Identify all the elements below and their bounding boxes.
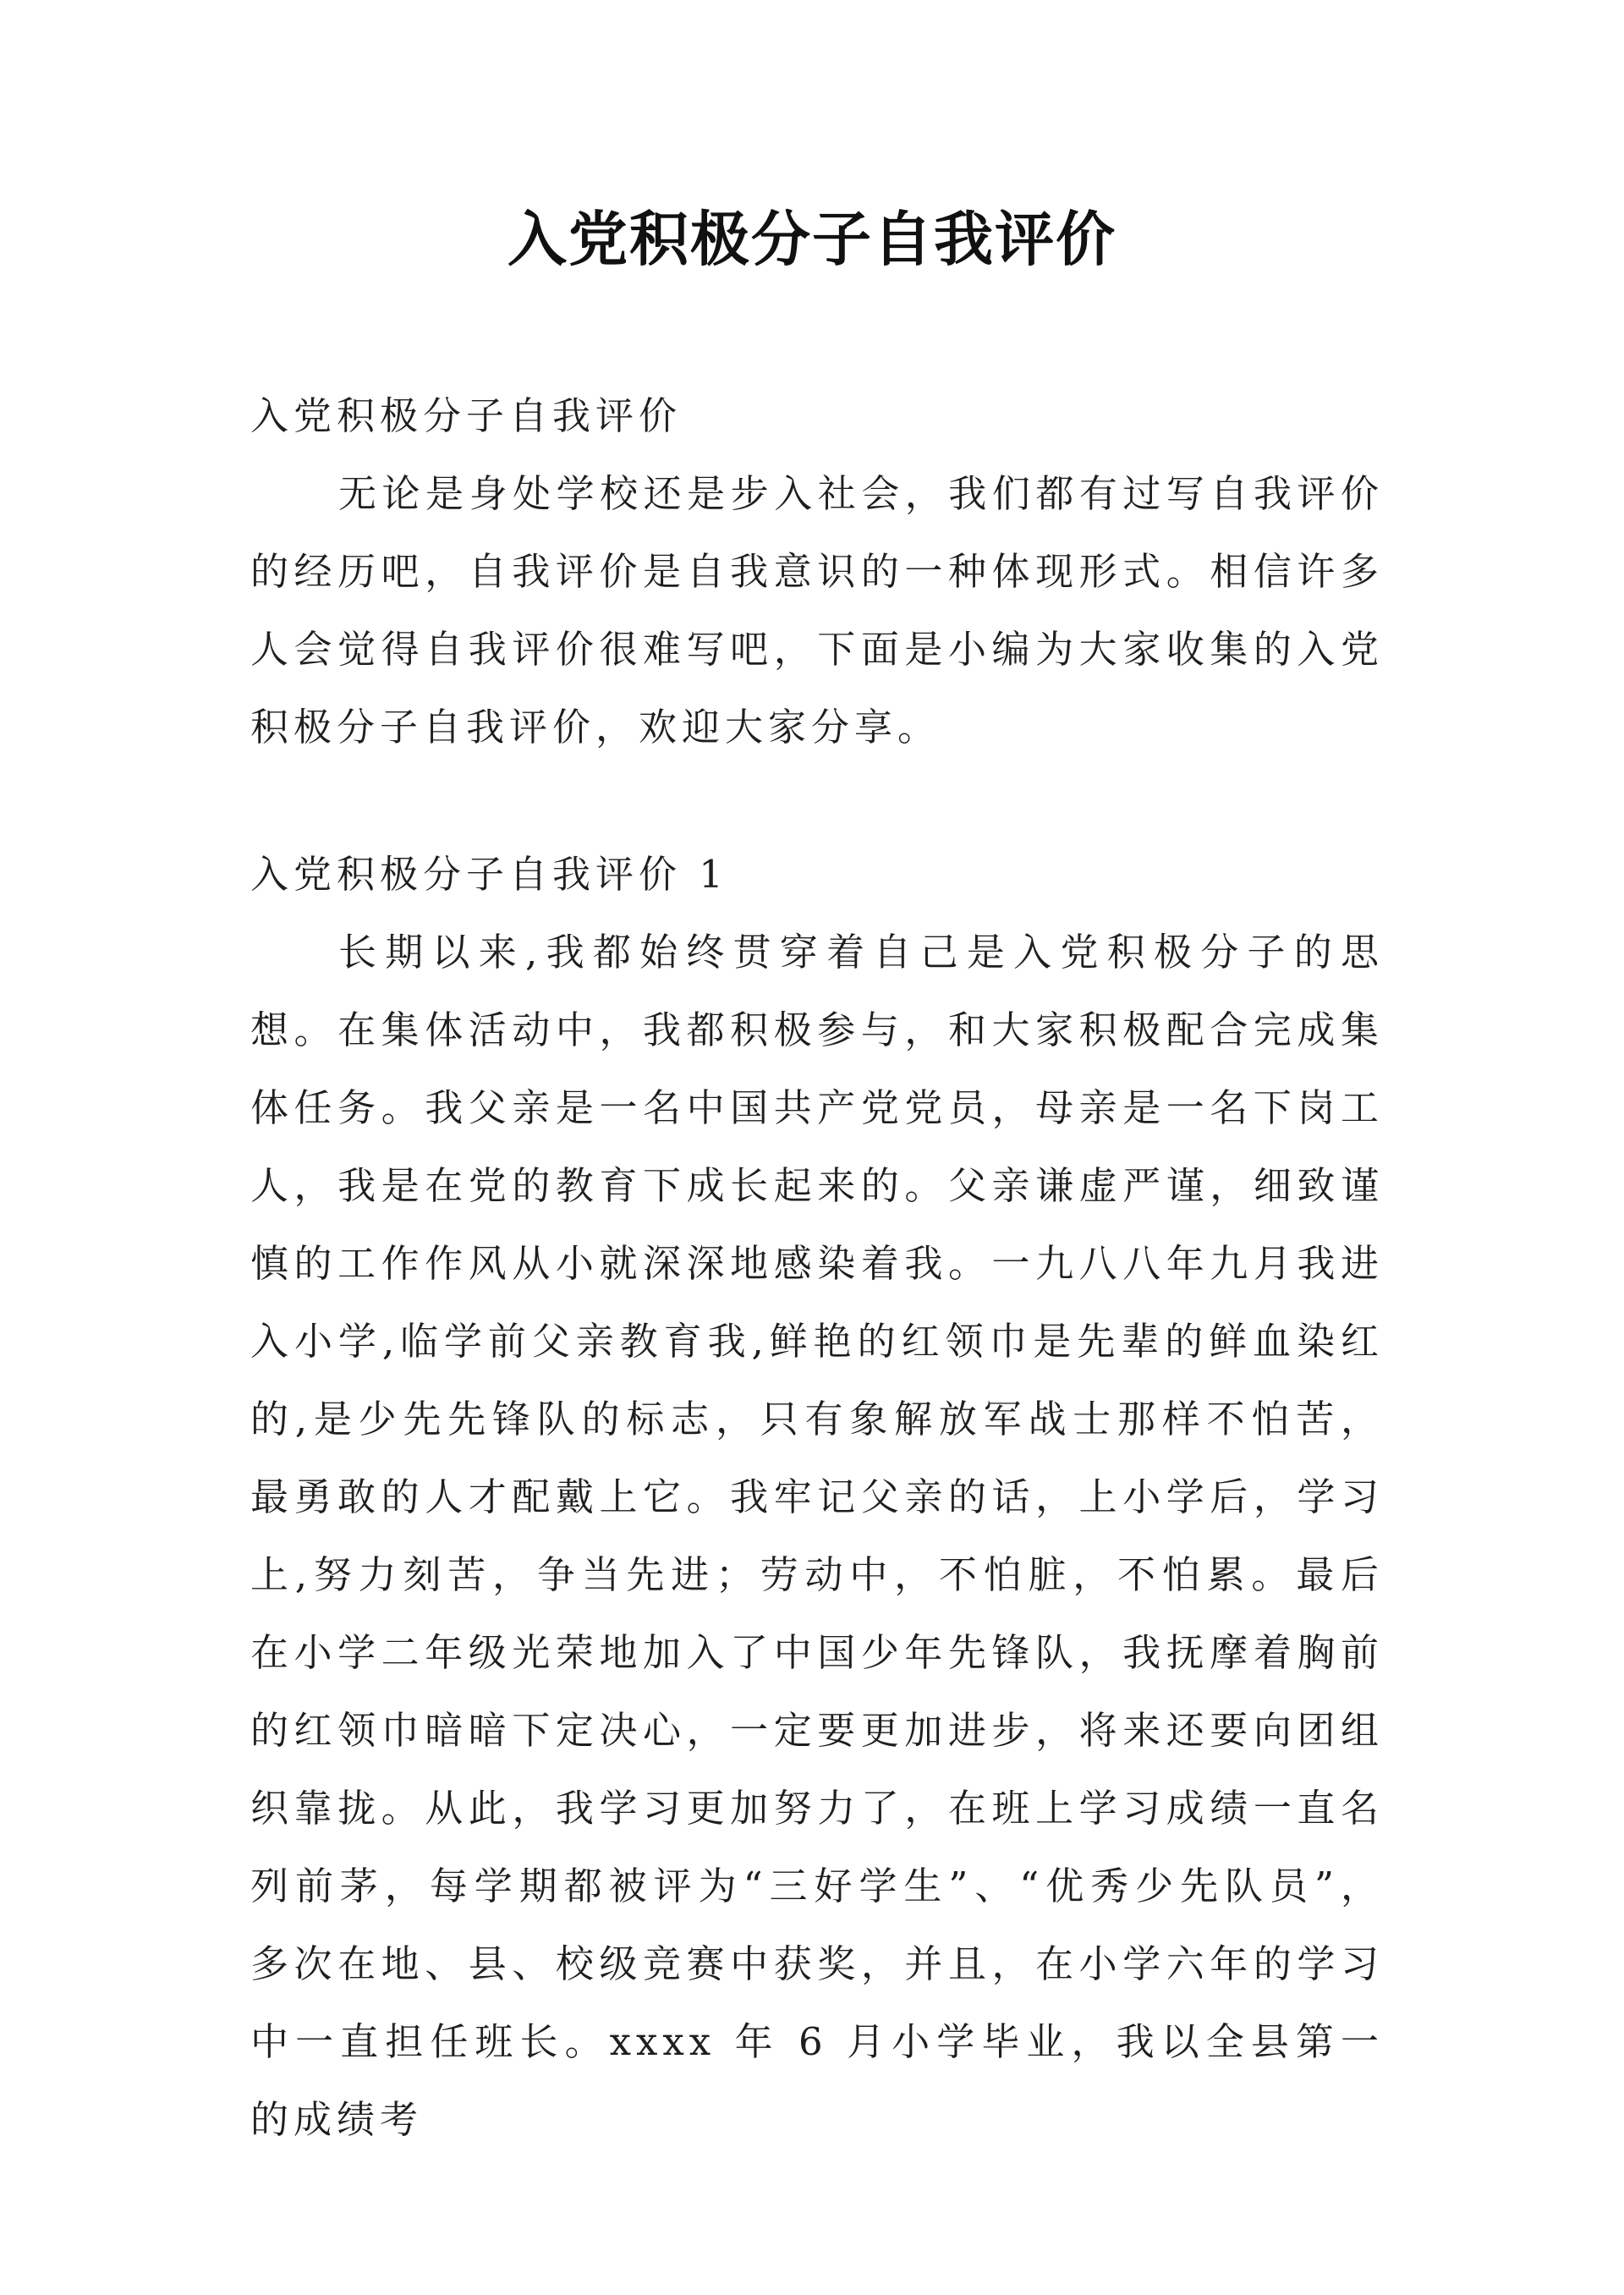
intro-section — [250, 377, 1384, 766]
intro-paragraph: 无论是身处学校还是步入社会，我们都有过写自我评价的经历吧，自我评价是自我意识的一种体现形式。相信许多人会觉得自我评价很难写吧，下面是小编为大家收集的入党积极分子自我评价，欢迎大家分享。 — [250, 471, 1384, 749]
section-1 — [250, 836, 1384, 2159]
section-1-heading: 入党积极分子自我评价 1 — [250, 852, 728, 897]
section-1-paragraph: 长期以来,我都始终贯穿着自己是入党积极分子的思想。在集体活动中，我都积极参与，和大家积极配合完成集体任务。我父亲是一名中国共产党党员，母亲是一名下岗工人，我是在党的教育下成长起来的。父亲谦虚严谨，细致谨慎的工作作风从小就深深地感染着我。一九八八年九月我进入小学,临学前父亲教育我,鲜艳的红领巾是先辈的鲜血染红的,是少先先锋队的标志，只有象解放军战士那样不怕苦，最勇敢的人才配戴上它。我牢记父亲的话，上小学后，学习上,努力刻苦，争当先进；劳动中，不怕脏，不怕累。最后在小学二年级光荣地加入了中国少年先锋队，我抚摩着胸前的红领巾暗暗下定决心，一定要更加进步，将来还要向团组织靠拢。从此，我学习更加努力了，在班上学习成绩一直名列前茅，每学期都被评为“三好学生”、“优秀少先队员”，多次在地、县、校级竞赛中获奖，并且，在小学六年的学习中一直担任班长。xxxx 年 6 月小学毕业，我以全县第一的成绩考 — [250, 930, 1384, 2142]
subtitle: 入党积极分子自我评价 — [250, 393, 683, 438]
document-title: 入党积极分子自我评价 — [508, 205, 1116, 274]
